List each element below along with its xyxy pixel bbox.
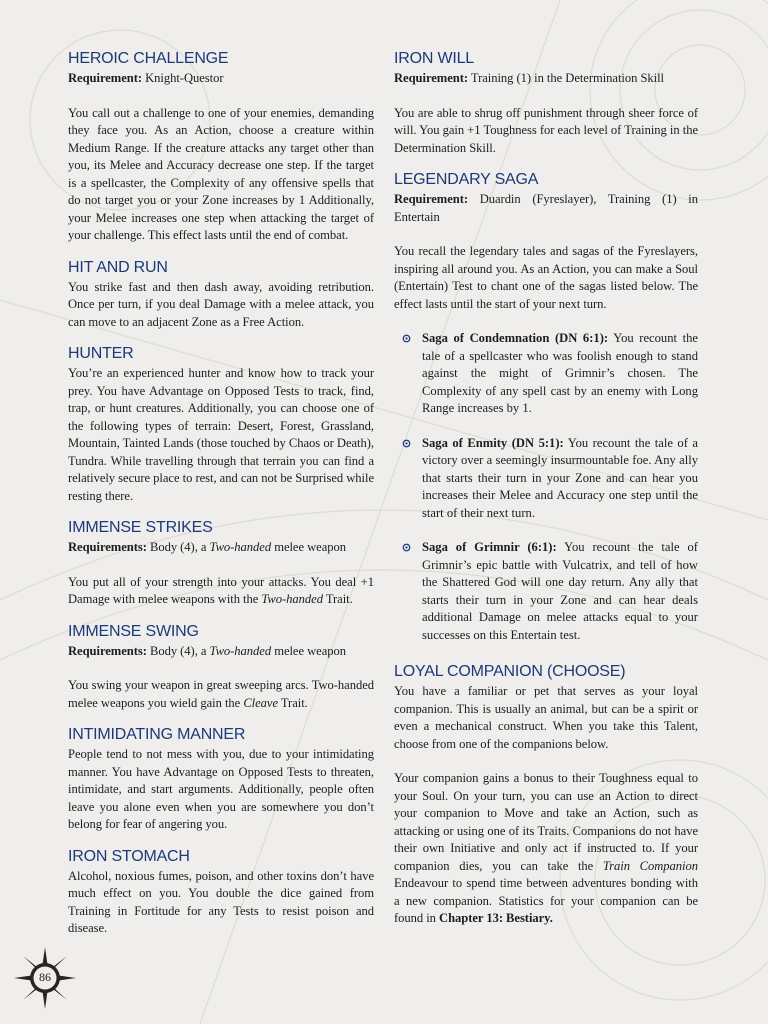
talent-description — [68, 677, 374, 712]
talent-legendary-saga — [394, 169, 698, 644]
trait-name: Cleave — [243, 695, 278, 710]
talent-heroic-challenge — [68, 48, 374, 245]
talent-intimidating-manner — [68, 724, 374, 834]
requirement-label: Requirement: — [394, 192, 469, 206]
talent-immense-strikes — [68, 517, 374, 609]
talent-description: You’re an experienced hunter and know how to track your prey. You have Advantage on Opposed Tests to track, find, trap, or hunt creatures. Additionally, you can choose one of the following types of terrain: Desert, Forest, Grassland, Mountain, Tainted Lands (those touched by Chaos or Death), Tundra. While travelling through that terrain you can find a relatively secure place to rest, and can not be Surprised while resting there. — [68, 366, 374, 503]
talent-requirement — [68, 539, 374, 557]
talent-title: IRON WILL — [394, 50, 474, 67]
talent-title: HUNTER — [68, 345, 134, 362]
list-item — [394, 435, 698, 523]
talent-requirement — [68, 643, 374, 661]
list-item — [394, 330, 698, 418]
talent-title: LEGENDARY SAGA — [394, 171, 539, 188]
talent-requirement — [394, 70, 698, 88]
talent-description: You recall the legendary tales and sagas of the Fyreslayers, inspiring all around you. As an Action, you can make a Soul (Entertain) Test to chant one of the sagas listed below. The effect lasts until the start of your next turn. — [394, 244, 698, 311]
page-number: 86 — [39, 970, 51, 984]
requirement-label: Requirement: — [394, 71, 469, 85]
requirement-italic: Two-handed — [209, 540, 272, 554]
saga-text: You recount the tale of a victory over a seemingly insurmountable foe. Any ally that starts their turn in your Zone and can hear you increases their Melee and Accuracy one step until the start of their next turn. — [422, 435, 698, 520]
endeavour-name: Train Companion — [602, 858, 698, 873]
bullet-icon — [402, 334, 411, 343]
talent-title: HEROIC CHALLENGE — [68, 50, 229, 67]
bullet-icon — [402, 543, 411, 552]
requirement-label: Requirement: — [68, 71, 143, 85]
requirement-label: Requirements: — [68, 540, 147, 554]
talent-title: HIT AND RUN — [68, 258, 168, 276]
description-text: Trait. — [277, 695, 308, 710]
talent-immense-swing — [68, 621, 374, 713]
description-text: You swing your weapon in great sweeping arcs. Two-handed melee weapons you wield gain the — [68, 678, 374, 710]
requirement-text: melee weapon — [271, 643, 346, 658]
saga-text: You recount the tale of Grimnir’s epic battle with Vulcatrix, and tell of how the Shattered God will one day return. Any ally that starts their turn in your Zone and can hear deals additional Damage on melee attacks equal to your successes on this Entertain test. — [422, 540, 698, 642]
bullet-icon — [402, 439, 411, 448]
saga-text: You recount the tale of a spellcaster who was foolish enough to stand against the might of Grimnir’s chosen. The Complexity of any spell cast by an enemy with Long Range increases by 1. — [422, 331, 699, 415]
talent-requirement — [394, 191, 698, 226]
talent-title: IMMENSE SWING — [68, 622, 199, 640]
requirement-value: Duardin (Fyreslayer), Training (1) in Entertain — [394, 192, 698, 224]
requirement-text: Body (4), a — [146, 540, 210, 554]
talent-hunter — [68, 343, 374, 505]
requirement-italic: Two-handed — [209, 643, 272, 658]
talent-description: You call out a challenge to one of your enemies, demanding they face you. As an Action, choose a creature within Medium Range. If the creature attacks any target other than you, its Melee and Accuracy decrease one step. If the target is a spellcaster, the Complexity of any offensive spells that do not target you or your Zone increases by 1 Additionally, your Melee increases one step when attacking the target of your challenge. This effect lasts until the end of combat. — [68, 105, 374, 242]
talent-hit-and-run — [68, 257, 374, 332]
requirement-value: Knight-Questor — [142, 71, 224, 85]
talent-description — [68, 574, 374, 609]
talent-title: INTIMIDATING MANNER — [68, 726, 246, 743]
requirement-text: Body (4), a — [146, 643, 210, 658]
talent-loyal-companion — [394, 661, 698, 928]
talent-title: IRON STOMACH — [68, 847, 190, 865]
talent-requirement — [68, 70, 374, 88]
description-text: Your companion gains a bonus to their Toughness equal to your Soul. On your turn, you can use an Action to direct your companion to Move and take an Action, such as attacking or using one of its Traits. Companions do not have their own Initiative and only act if instructed to. If your companion dies, you can take the — [394, 771, 698, 873]
talent-description: Alcohol, noxious fumes, poison, and other toxins don’t have much effect on you. You double the dice gained from Training in Fortitude for any Tests to resist poison and disease. — [68, 868, 374, 935]
saga-name: Saga of Condemnation (DN 6:1): — [422, 331, 609, 345]
left-column — [68, 48, 374, 950]
description-text: Trait. — [322, 592, 353, 606]
trait-name: Two-handed — [261, 592, 323, 606]
talent-title: IMMENSE STRIKES — [68, 519, 213, 536]
talent-iron-will — [394, 48, 698, 157]
saga-name: Saga of Grimnir (6:1): — [422, 540, 557, 554]
saga-list — [394, 330, 698, 644]
talent-description: You have a familiar or pet that serves as your loyal companion. This is usually an animal, but can be a spirit or even a mechanical construct. When you take this Talent, choose from one of the companions below. — [394, 684, 698, 751]
description-text: Endeavour to spend time between adventures bonding with a new companion. Statistics for your companion can be found in — [394, 876, 698, 925]
talent-iron-stomach — [68, 846, 374, 938]
requirement-label: Requirements: — [68, 643, 147, 658]
talent-description: You strike fast and then dash away, avoiding retribution. Once per turn, if you deal Damage with a melee attack, you can move to an adjacent Zone as a Free Action. — [68, 279, 374, 329]
right-column — [394, 48, 698, 940]
description-text: You put all of your strength into your attacks. You deal +1 Damage with melee weapons with the — [68, 574, 374, 606]
requirement-value: Training (1) in the Determination Skill — [468, 71, 665, 85]
list-item — [394, 539, 698, 644]
chapter-reference: Chapter 13: Bestiary. — [439, 911, 553, 925]
talent-description: You are able to shrug off punishment through sheer force of will. You gain +1 Toughness for each level of Training in the Determination Skill. — [394, 105, 698, 155]
talent-description: People tend to not mess with you, due to your intimidating manner. You have Advantage on Opposed Tests to threaten, intimidate, and start arguments. Additionally, people often leave you alone even when you are somewhere you don’t belong for fear of angering you. — [68, 747, 374, 831]
talent-description — [394, 770, 698, 928]
requirement-text: melee weapon — [271, 540, 346, 554]
talent-title: LOYAL COMPANION (CHOOSE) — [394, 663, 626, 680]
saga-name: Saga of Enmity (DN 5:1): — [422, 435, 564, 450]
